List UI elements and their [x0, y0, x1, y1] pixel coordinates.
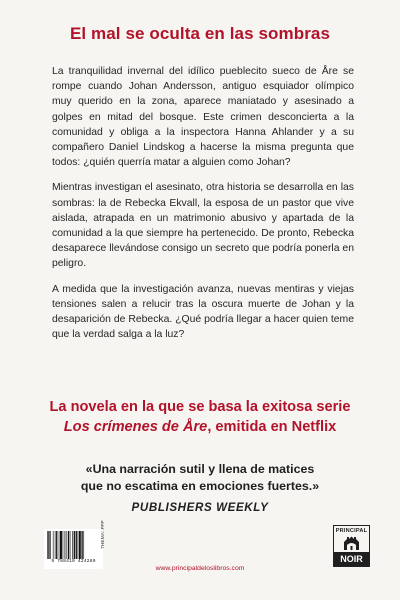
synopsis-paragraph-1: La tranquilidad invernal del idílico pueblecito sueco de Åre se rompe cuando Johan Andersson, antiguo esquiador olímpico muy querido en la zona, aparece maniatado y asesinado a golpes en mitad del bosque. Este crimen desconcierta a la comunidad y obliga a la inspectora Hanna Ahlander y a su compañero Daniel Lindskog a hacerse la misma pregunta que todos: ¿quién querría matar a alguien como Johan?	[52, 66, 354, 169]
publisher-logo	[333, 525, 370, 567]
quote-line-1: «Una narración sutil y llena de matices	[85, 462, 315, 476]
barcode-bar	[47, 531, 48, 559]
synopsis-paragraph-3: A medida que la investigación avanza, nuevas mentiras y viejas tensiones salen a relucir tras la oscura muerte de Johan y la desaparición de Rebecka. ¿Qué podría llegar a hacer quien teme que la verdad salga a la luz?	[52, 283, 354, 341]
synopsis	[52, 64, 354, 352]
barcode-bar	[81, 531, 82, 559]
tagline-line-2	[0, 417, 400, 437]
publisher-emblem-icon	[343, 536, 360, 551]
barcode-bar	[60, 531, 62, 559]
thema-code: THEMA: FFP	[101, 520, 106, 549]
quote-line-2: que no escatima en emociones fuertes.»	[80, 479, 320, 493]
barcode-bar	[65, 531, 66, 559]
headline: El mal se oculta en las sombras	[69, 24, 331, 43]
barcode-bar	[78, 531, 79, 559]
barcode-bar	[83, 531, 84, 559]
quote-source: PUBLISHERS WEEKLY	[131, 501, 269, 514]
barcode-digits: 9 788410 424289	[51, 559, 96, 564]
barcode-bar	[79, 531, 81, 559]
barcode-bar	[55, 531, 56, 559]
barcode-bar	[53, 531, 54, 559]
barcode-bar	[63, 531, 64, 559]
barcode-bar	[68, 531, 69, 559]
barcode-bar	[74, 531, 75, 559]
barcode-bar	[50, 531, 51, 559]
barcode-bar	[48, 531, 49, 559]
publisher-logo-top: PRINCIPAL	[335, 528, 368, 534]
barcode-bar	[76, 531, 77, 559]
barcode-bars	[47, 531, 100, 559]
barcode-bar	[72, 531, 73, 559]
series-tagline	[0, 397, 400, 437]
barcode-bar	[66, 531, 67, 559]
barcode-bar	[70, 531, 71, 559]
review-quote	[0, 461, 400, 495]
publisher-logo-bottom: NOIR	[334, 552, 369, 566]
series-title: Los crímenes de Åre	[63, 419, 208, 435]
tagline-line-2-rest: , emitida en Netflix	[207, 419, 337, 435]
isbn-barcode	[44, 529, 103, 569]
publisher-website[interactable]: www.principaldeloslibros.com	[155, 565, 245, 572]
barcode-bar	[59, 531, 60, 559]
tagline-line-1: La novela en la que se basa la exitosa serie	[49, 399, 351, 415]
barcode-bar	[56, 531, 57, 559]
synopsis-paragraph-2: Mientras investigan el asesinato, otra historia se desarrolla en las sombras: la de Rebecka Ekvall, la esposa de un pastor que vive aislada, atrapada en un matrimonio abusivo y apartada de la comunidad a la que siempre ha pertenecido. De pronto, Rebecka desaparece llevándose consigo un secreto que podría ponerla en peligro.	[52, 182, 354, 270]
